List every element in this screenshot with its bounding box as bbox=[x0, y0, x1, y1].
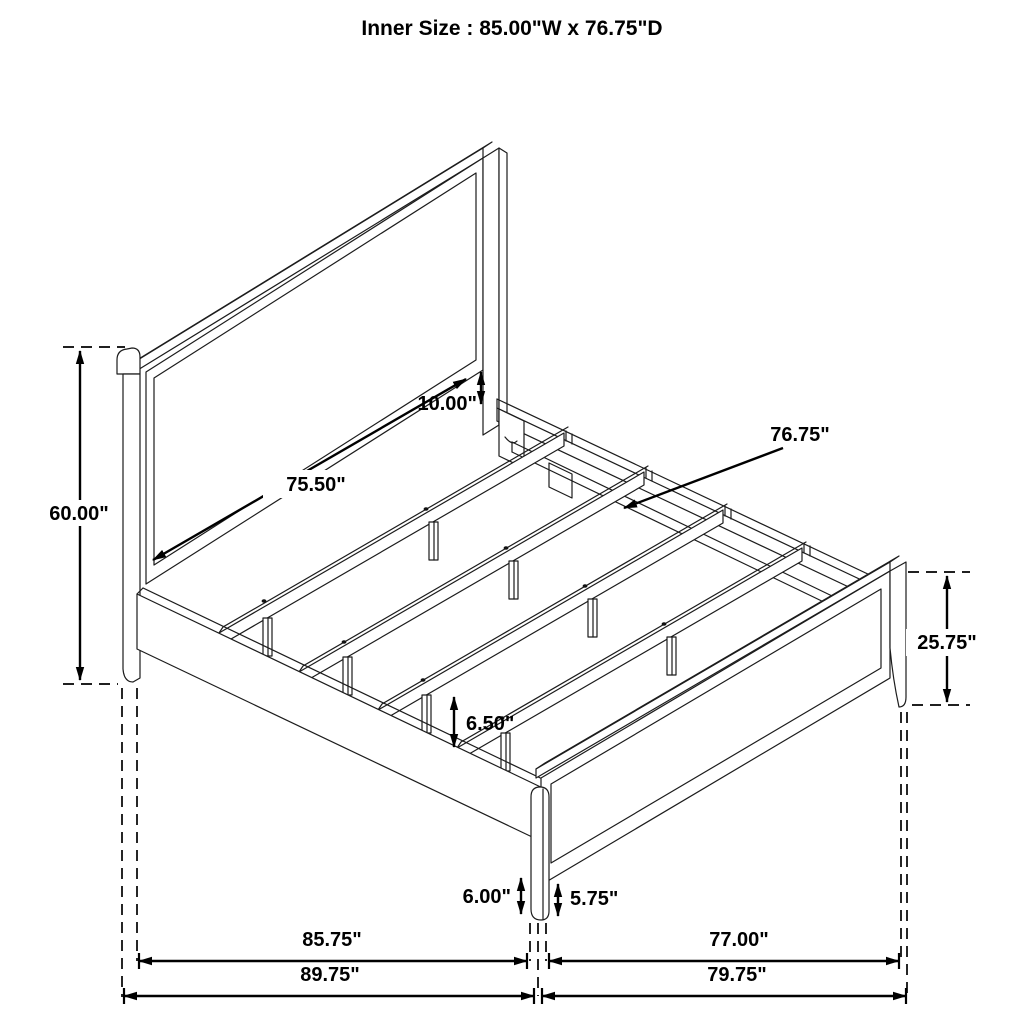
screw-dot bbox=[421, 678, 426, 682]
screw-dot bbox=[424, 507, 429, 511]
footboard-right-post bbox=[890, 562, 906, 707]
dim-label-footboard-clearance: 5.75" bbox=[570, 888, 619, 910]
screw-dot bbox=[662, 622, 667, 626]
headboard-right-post-side bbox=[499, 148, 507, 425]
dim-label-headboard-height: 60.00" bbox=[49, 503, 109, 525]
headboard-fluted-panel bbox=[154, 173, 476, 565]
footboard-fluted-panel bbox=[551, 589, 881, 863]
center-rail-bracket-2 bbox=[549, 463, 572, 498]
headboard-right-post bbox=[483, 148, 499, 435]
diagram-title: Inner Size : 85.00"W x 76.75"D bbox=[361, 17, 663, 40]
footboard-front-post bbox=[531, 787, 549, 920]
dim-label-span-7700: 77.00" bbox=[709, 929, 769, 951]
dim-label-slat-leg: 6.50" bbox=[466, 713, 515, 735]
dim-label-span-7975: 79.75" bbox=[707, 964, 767, 986]
dim-leader-inner-depth bbox=[624, 448, 783, 508]
dim-label-span-8575: 85.75" bbox=[302, 929, 362, 951]
screw-dot bbox=[342, 640, 347, 644]
footboard bbox=[531, 556, 906, 920]
screw-dot bbox=[504, 546, 509, 550]
dim-label-span-8975: 89.75" bbox=[300, 964, 360, 986]
headboard-left-post-cap bbox=[117, 348, 140, 374]
dim-label-inner-depth: 76.75" bbox=[770, 424, 830, 446]
dim-label-panel-gap: 10.00" bbox=[417, 393, 477, 415]
screw-dot bbox=[583, 584, 588, 588]
screw-dot bbox=[262, 599, 267, 603]
dim-label-headboard-width: 75.50" bbox=[286, 474, 346, 496]
dim-label-rail-clearance: 6.00" bbox=[462, 886, 511, 908]
side-rail-right bbox=[497, 399, 889, 606]
dim-label-footboard-height: 25.75" bbox=[917, 632, 977, 654]
